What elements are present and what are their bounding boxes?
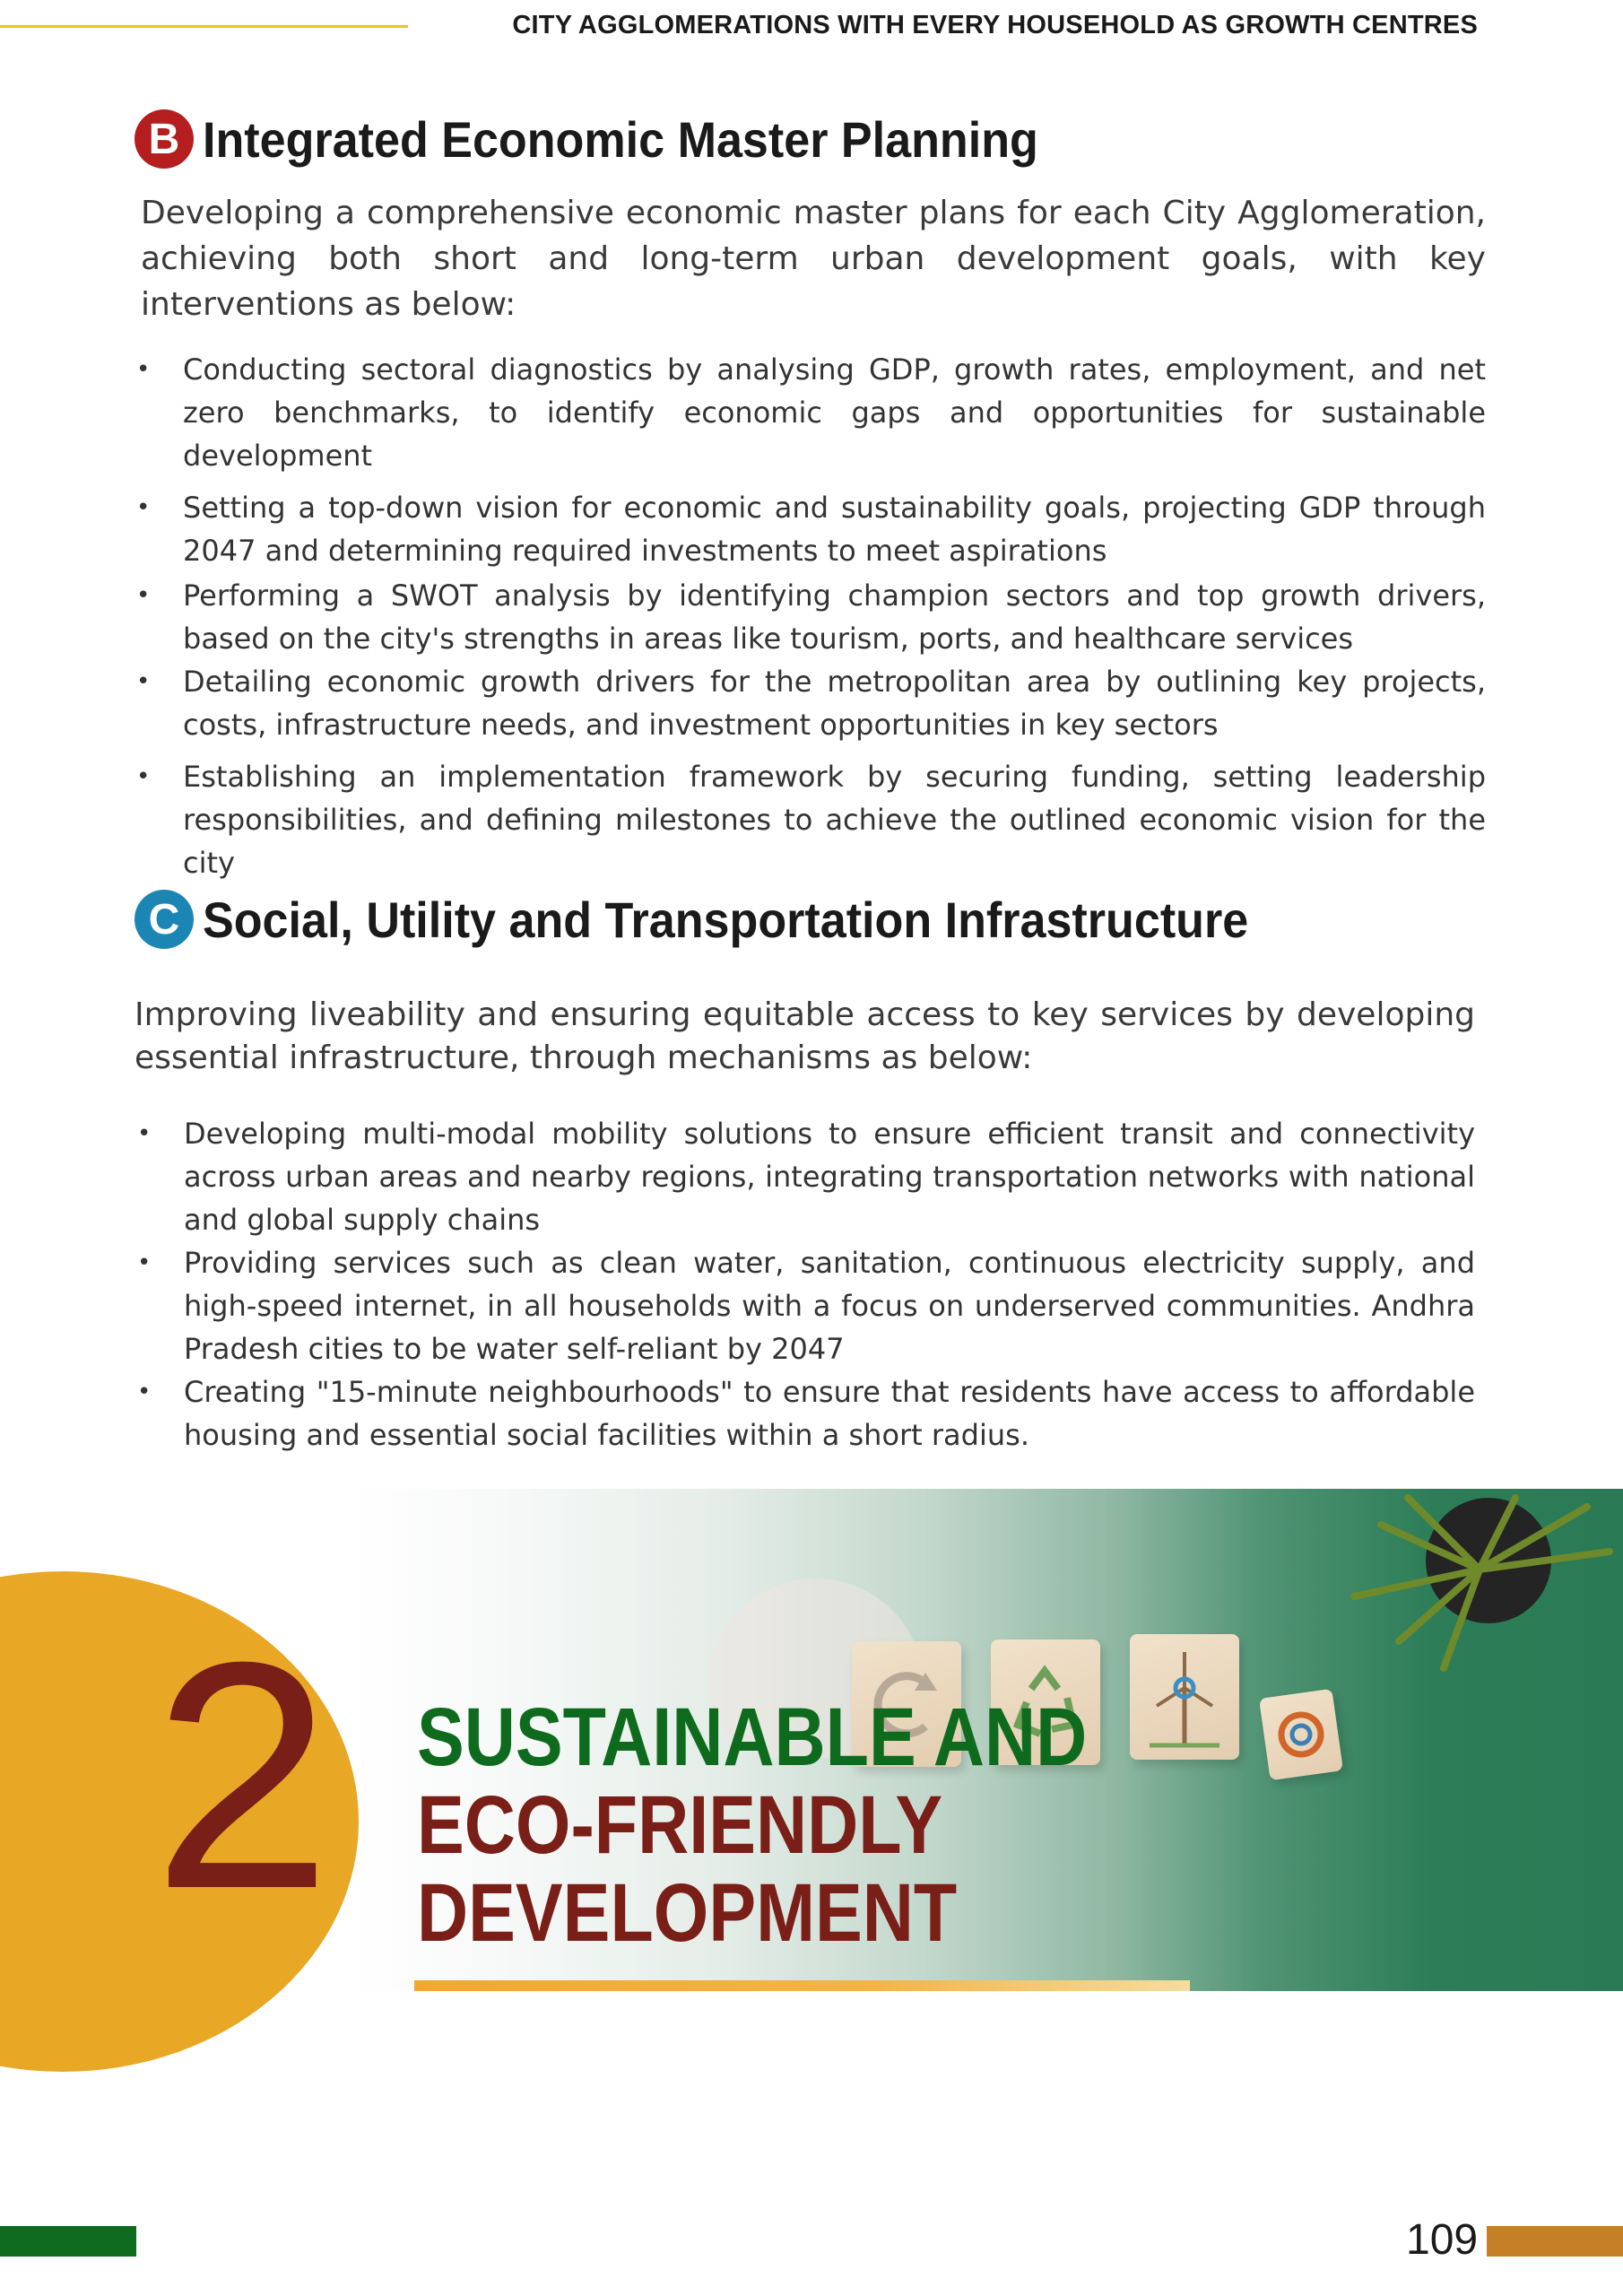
bullet-item: • Establishing an implementation framework by securing funding, setting leadership responsibilities, and defining milestones to achieve the outlined economic vision for the city [136, 760, 1486, 880]
bullet-item: • Creating "15-minute neighbourhoods" to ensure that residents have access to affordable housing and essential social facilities within a short radius. [137, 1375, 1475, 1452]
section-b-heading [135, 109, 1101, 169]
section-b-title: Integrated Economic Master Planning [203, 110, 1038, 168]
banner-title-line3: DEVELOPMENT [417, 1867, 958, 1959]
section-c-title: Social, Utility and Transportation Infrastructure [203, 891, 1249, 948]
section-b-intro: Developing a comprehensive economic master plans for each City Agglomeration, achieving both short and long-term urban development goals, with key interventions as below: [141, 195, 1486, 323]
bullet-item: • Providing services such as clean water, sanitation, continuous electricity supply, and high-speed internet, in all households with a focus on underserved communities. Andhra Pradesh cities to be water self-reliant by 2047 [137, 1246, 1475, 1366]
banner-underline [414, 1980, 1190, 1991]
bullet-item: • Conducting sectoral diagnostics by analysing GDP, growth rates, employment, and net zero benchmarks, to identify economic gaps and opportunities for sustainable development [136, 352, 1486, 473]
section-b-badge: B [135, 109, 194, 169]
section-c-badge: C [135, 890, 194, 949]
page-number: 109 [1406, 2216, 1479, 2264]
section-c-intro: Improving liveability and ensuring equitable access to key services by developing essential infrastructure, through mechanisms as below: [135, 996, 1475, 1076]
footer-orange-bar [1487, 2226, 1623, 2257]
section-c-heading [135, 890, 1327, 949]
bullet-item: • Setting a top-down vision for economic and sustainability goals, projecting GDP through 2047 and determining required investments to meet aspirations [136, 491, 1486, 568]
footer-green-bar [0, 2226, 136, 2257]
header-rule [0, 25, 408, 28]
section-b-bullets [136, 348, 1486, 884]
eco-pattern-icon [1259, 1689, 1343, 1781]
bullet-item: • Performing a SWOT analysis by identifying champion sectors and top growth drivers, based on the city's strengths in areas like tourism, ports, and healthcare services [136, 578, 1486, 656]
section-c-bullets [137, 1112, 1475, 1457]
chapter-number: 2 [152, 1596, 333, 1956]
running-header: CITY AGGLOMERATIONS WITH EVERY HOUSEHOLD AS GROWTH CENTRES [512, 11, 1478, 39]
banner-title-line1: SUSTAINABLE AND [417, 1692, 1088, 1783]
wind-turbine-icon [1130, 1634, 1239, 1760]
bullet-item: • Developing multi-modal mobility solutions to ensure efficient transit and connectivity across urban areas and nearby regions, integrating transportation networks with national and global supply chains [137, 1117, 1475, 1237]
bullet-item: • Detailing economic growth drivers for the metropolitan area by outlining key projects, costs, infrastructure needs, and investment opportunities in key sectors [136, 665, 1486, 742]
potted-plant-icon [1300, 1489, 1623, 1677]
banner-title-line2: ECO-FRIENDLY [417, 1779, 943, 1871]
banner-title [417, 1693, 1087, 1957]
